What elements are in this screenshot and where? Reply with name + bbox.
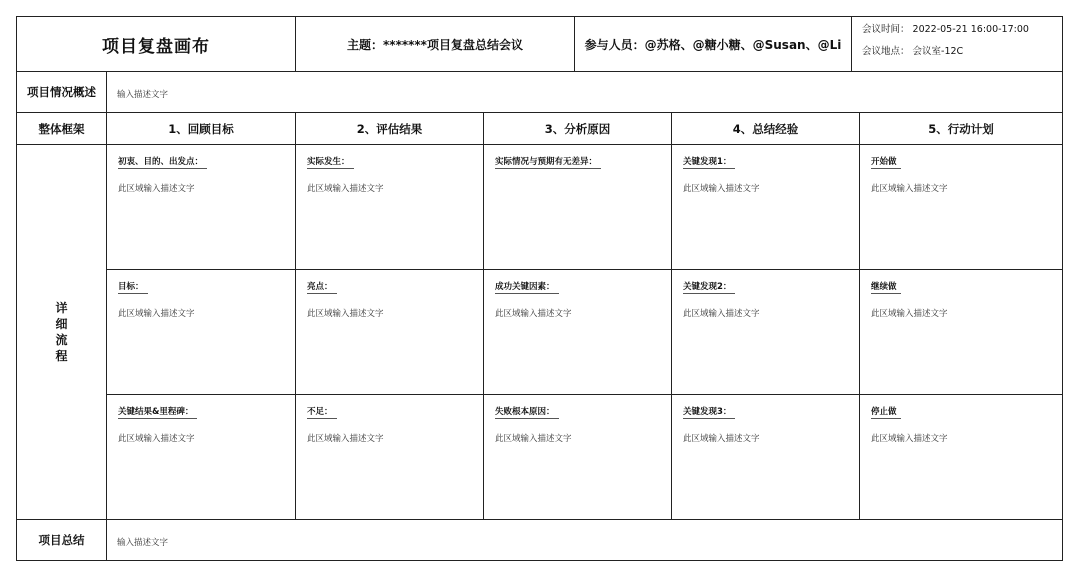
detail-cell-r1-c5[interactable]: 开始做 此区域输入描述文字 — [859, 144, 1063, 270]
summary-placeholder: 输入描述文字 — [117, 538, 169, 548]
summary-label-cell — [16, 519, 107, 561]
meeting-place: 会议地点： 会议室-12C — [862, 46, 964, 57]
summary-input-area[interactable] — [106, 519, 1063, 561]
detail-cell-r1-c1[interactable]: 初衷、目的、出发点： 此区域输入描述文字 — [106, 144, 296, 270]
detail-cell-r1-c2[interactable]: 实际发生： 此区域输入描述文字 — [295, 144, 484, 270]
detail-label: 详 细 流 程 — [55, 301, 68, 363]
meeting-info-cell — [851, 16, 1063, 72]
topic-cell — [295, 16, 575, 72]
detail-cell-r3-c5[interactable]: 停止做 此区域输入描述文字 — [859, 394, 1063, 520]
participants-text: 参与人员：@苏格、@糖小糖、@Susan、@Li — [584, 37, 842, 52]
overview-placeholder: 输入描述文字 — [117, 90, 169, 100]
detail-cell-r1-c4[interactable]: 关键发现1： 此区域输入描述文字 — [671, 144, 860, 270]
detail-cell-r1-c3[interactable]: 实际情况与预期有无差异： — [483, 144, 672, 270]
detail-cell-r2-c2[interactable]: 亮点： 此区域输入描述文字 — [295, 269, 484, 395]
column-header-1: 1、回顾目标 — [106, 112, 296, 145]
overview-label-cell — [16, 71, 107, 113]
detail-cell-r2-c3[interactable]: 成功关键因素： 此区域输入描述文字 — [483, 269, 672, 395]
detail-cell-r3-c2[interactable]: 不足： 此区域输入描述文字 — [295, 394, 484, 520]
column-header-5: 5、行动计划 — [859, 112, 1063, 145]
detail-cell-r3-c4[interactable]: 关键发现3： 此区域输入描述文字 — [671, 394, 860, 520]
overview-input-area[interactable] — [106, 71, 1063, 113]
column-header-4: 4、总结经验 — [671, 112, 860, 145]
page-title: 项目复盘画布 — [102, 36, 210, 57]
detail-cell-r3-c3[interactable]: 失败根本原因： 此区域输入描述文字 — [483, 394, 672, 520]
topic-text: 主题：*******项目复盘总结会议 — [347, 37, 523, 52]
detail-cell-r2-c1[interactable]: 目标： 此区域输入描述文字 — [106, 269, 296, 395]
detail-cell-r3-c1[interactable]: 关键结果&里程碑： 此区域输入描述文字 — [106, 394, 296, 520]
participants-cell — [574, 16, 852, 72]
detail-cell-r2-c4[interactable]: 关键发现2： 此区域输入描述文字 — [671, 269, 860, 395]
meeting-time: 会议时间： 2022-05-21 16:00-17:00 — [862, 24, 1029, 35]
column-header-3: 3、分析原因 — [483, 112, 672, 145]
column-header-2: 2、评估结果 — [295, 112, 484, 145]
summary-label: 项目总结 — [38, 533, 85, 547]
canvas-title-cell — [16, 16, 296, 72]
framework-label: 整体框架 — [38, 121, 85, 136]
framework-label-cell — [16, 112, 107, 145]
overview-label: 项目情况概述 — [27, 85, 96, 99]
detail-cell-r2-c5[interactable]: 继续做 此区域输入描述文字 — [859, 269, 1063, 395]
detail-label-cell — [16, 144, 107, 520]
